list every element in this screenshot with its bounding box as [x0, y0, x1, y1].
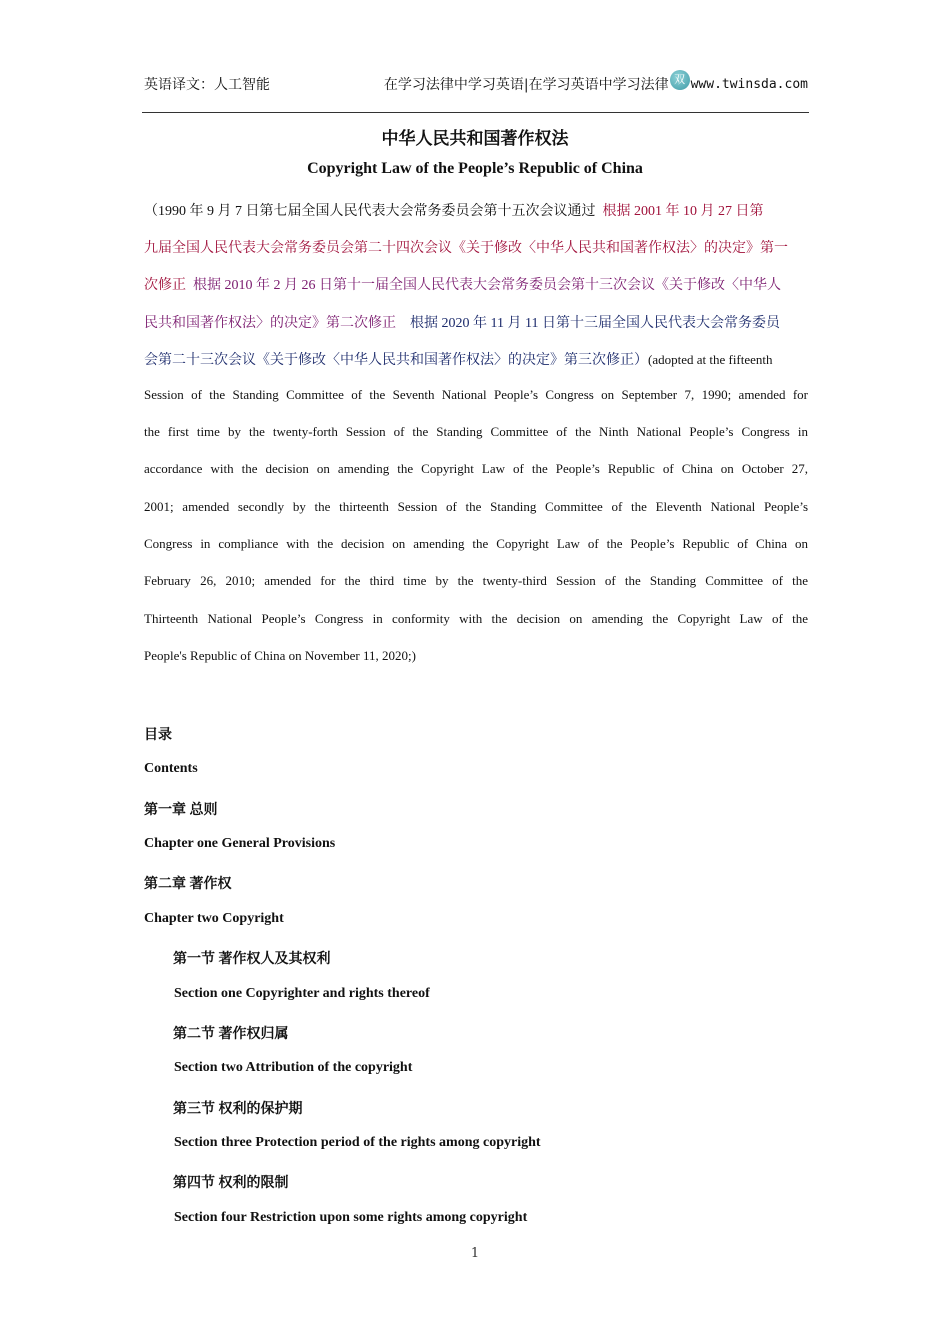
toc-chapter-1-cn[interactable]: 第一章 总则: [144, 803, 218, 818]
page-number: 1: [470, 1246, 480, 1261]
preamble-en: (adopted at the fifteenth: [648, 352, 773, 367]
preamble-en-line: Congress in compliance with the decision on amending the Copyright Law of the People’s Republic of China on: [144, 536, 808, 551]
preamble-line: [144, 312, 808, 332]
toc-section-1-cn[interactable]: 第一节 著作权人及其权利: [173, 952, 331, 967]
toc-chapter-2-cn[interactable]: 第二章 著作权: [144, 877, 232, 892]
preamble-line: [144, 237, 808, 257]
preamble-en-line: Thirteenth National People’s Congress in conformity with the decision on amending the Copyright Law of the: [144, 611, 808, 626]
preamble-line: [144, 349, 808, 369]
preamble-amend1-cn: 九届全国人民代表大会常务委员会第二十四次会议《关于修改〈中华人民共和国著作权法〉的决定》第一: [144, 241, 788, 256]
header-divider: [142, 112, 809, 113]
contents-heading-cn: 目录: [144, 728, 172, 743]
toc-section-3-cn[interactable]: 第三节 权利的保护期: [173, 1102, 303, 1117]
toc-chapter-1-en[interactable]: Chapter one General Provisions: [144, 836, 336, 851]
header-section-title: 英语译文：人工智能: [144, 77, 270, 93]
document-title-cn: 中华人民共和国著作权法: [381, 129, 569, 149]
preamble-adoption-cn: （1990 年 9 月 7 日第七届全国人民代表大会常务委员会第十五次会议通过: [144, 204, 596, 219]
contents-heading-en: Contents: [144, 761, 198, 776]
page-header: [144, 70, 808, 98]
header-url-link[interactable]: www.twinsda.com: [690, 76, 808, 92]
toc-section-2-en[interactable]: Section two Attribution of the copyright: [174, 1060, 413, 1075]
document-title-en: Copyright Law of the People’s Republic of China: [307, 160, 643, 177]
toc-section-1-en[interactable]: Section one Copyrighter and rights thereof: [174, 986, 430, 1001]
preamble-en-line: February 26, 2010; amended for the third time by the twenty-third Session of the Standing Committee of the: [144, 573, 808, 588]
twinsda-logo-icon: 双: [670, 70, 690, 90]
preamble-en-line: accordance with the decision on amending the Copyright Law of the People’s Republic of China on October 27,: [144, 461, 808, 476]
preamble-en-line: 2001; amended secondly by the thirteenth Session of the Standing Committee of the Eleventh National People’s: [144, 499, 808, 514]
preamble-en-line: Session of the Standing Committee of the Seventh National People’s Congress on September 7, 1990; amended for: [144, 387, 808, 402]
toc-section-2-cn[interactable]: 第二节 著作权归属: [173, 1027, 289, 1042]
toc-section-4-en[interactable]: Section four Restriction upon some rights among copyright: [174, 1210, 528, 1225]
toc-section-3-en[interactable]: Section three Protection period of the rights among copyright: [174, 1135, 541, 1150]
preamble-amend3-cn: 会第二十三次会议《关于修改〈中华人民共和国著作权法〉的决定》第三次修正）: [144, 353, 648, 368]
header-slogan: [384, 74, 808, 94]
preamble-amend2-cn: 根据 2010 年 2 月 26 日第十一届全国人民代表大会常务委员会第十三次会议《关于修改〈中华人: [193, 278, 781, 293]
preamble-amend3-cn: 根据 2020 年 11 月 11 日第十三届全国人民代表大会常务委员: [410, 316, 780, 331]
preamble-amend2-cn: 民共和国著作权法〉的决定》第二次修正: [144, 316, 396, 331]
preamble-line: [144, 274, 808, 294]
header-slogan-text: 在学习法律中学习英语|在学习英语中学习法律: [383, 77, 669, 93]
preamble-amend1-cn: 次修正: [144, 278, 186, 293]
preamble-en-line: People's Republic of China on November 11, 2020;): [144, 648, 416, 663]
preamble-en-line: the first time by the twenty-forth Session of the Standing Committee of the Ninth National People’s Congress in: [144, 424, 808, 439]
preamble-amend1-cn: 根据 2001 年 10 月 27 日第: [602, 204, 764, 219]
preamble-line: [144, 200, 808, 220]
toc-section-4-cn[interactable]: 第四节 权利的限制: [173, 1176, 289, 1191]
toc-chapter-2-en[interactable]: Chapter two Copyright: [144, 911, 284, 926]
